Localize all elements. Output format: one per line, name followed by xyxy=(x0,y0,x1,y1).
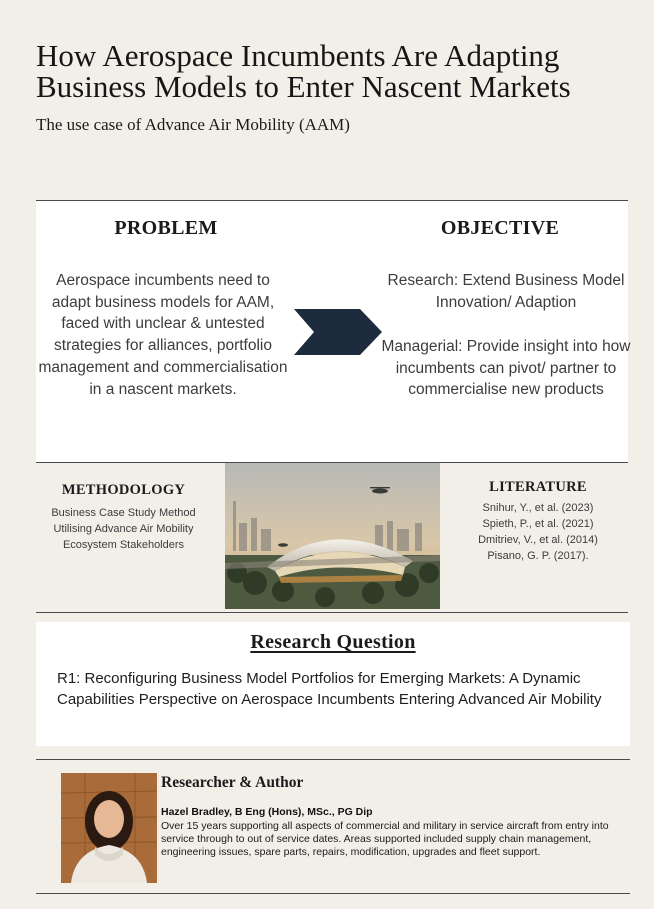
research-question-text: R1: Reconfiguring Business Model Portfolios for Emerging Markets: A Dynamic Capabilities Perspective on Aerospace Incumbents Entering Advanced Air Mobility xyxy=(57,670,602,708)
methodology-line: Ecosystem Stakeholders xyxy=(62,539,185,551)
author-portrait xyxy=(61,773,157,883)
divider xyxy=(36,893,630,894)
methodology-line: Business Case Study Method xyxy=(51,507,196,519)
author-section-heading: Researcher & Author xyxy=(161,774,304,791)
problem-heading: PROBLEM xyxy=(114,217,218,239)
problem-text: Aerospace incumbents need to adapt business models for AAM, faced with unclear & untested strategies for alliances, portfolio management and commercialisation in a nascent markets. xyxy=(38,272,288,398)
poster-title: How Aerospace Incumbents Are Adapting Business Models to Enter Nascent Markets xyxy=(36,38,571,104)
vertiport-illustration xyxy=(225,463,440,609)
methodology-heading: METHODOLOGY xyxy=(61,482,186,498)
author-name: Hazel Bradley, B Eng (Hons), MSc., PG Dip xyxy=(161,806,373,818)
divider xyxy=(36,759,630,760)
literature-ref: Spieth, P., et al. (2021) xyxy=(482,518,594,530)
divider xyxy=(36,612,628,613)
objective-heading: OBJECTIVE xyxy=(440,217,560,239)
literature-ref: Pisano, G. P. (2017). xyxy=(487,550,589,562)
objective-managerial: Managerial: Provide insight into how incumbents can pivot/ partner to commercialise new products xyxy=(381,338,631,399)
literature-ref: Snihur, Y., et al. (2023) xyxy=(482,502,594,514)
chevron-right-icon xyxy=(294,309,382,355)
literature-list xyxy=(448,500,628,564)
author-bio: Over 15 years supporting all aspects of commercial and military in service aircraft from entry into service through to out of service dates. Areas supported included supply chain management, engineering issues, spare parts, repairs, modification, upgrades and fleet support. xyxy=(161,820,609,859)
objective-research: Research: Extend Business Model Innovation/ Adaption xyxy=(387,272,625,311)
literature-heading: LITERATURE xyxy=(489,479,587,495)
methodology-line: Utilising Advance Air Mobility xyxy=(53,523,194,535)
literature-ref: Dmitriev, V., et al. (2014) xyxy=(478,534,598,546)
methodology-text xyxy=(36,505,211,553)
poster-subtitle: The use case of Advance Air Mobility (AAM) xyxy=(36,115,350,134)
research-question-heading: Research Question xyxy=(250,631,416,653)
